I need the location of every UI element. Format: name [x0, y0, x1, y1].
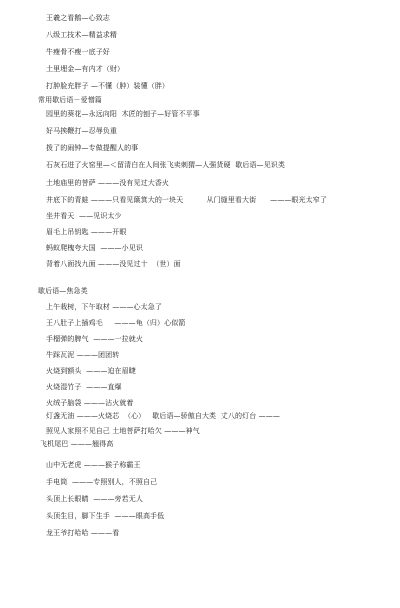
text-line: 火绒子脑袋 ———沾火就着: [46, 399, 134, 407]
text-line: 拨了的闹钟—专做提醒人的事: [46, 144, 139, 152]
text-line: 飞机尾巴 ———翘得高: [40, 440, 114, 448]
text-line: 王八肚子上插鸡毛 ———龟（归）心似箭: [46, 319, 186, 327]
text-line: 石灰石进了火窑里—＜留清白在人间张飞卖刺猬—人强货硬 歇后语—见识类: [46, 161, 285, 169]
text-line: 眉毛上吊钥匙 ———开眼: [46, 228, 127, 236]
text-line: 灯盏无油 ———火烧芯 （心） 歇后语—骄傲自大类 丈八的灯台 ———: [46, 412, 280, 420]
text-line: 头顶上长眼睛 ———旁若无人: [46, 495, 143, 503]
text-line: 照见人家照不见自己 土地菩萨打哈欠 ———神气: [46, 427, 200, 435]
text-line: 井底下的青蛙 ———只看见簸箕大的一块天 从门缝里看大街 ———眼光太窄了: [46, 196, 327, 204]
text-line: 牛瘦骨不瘦一底子好: [46, 48, 110, 56]
text-line: 八级工技术—精益求精: [46, 31, 117, 39]
text-line: 手电筒 ———专照别人，不照自己: [46, 478, 158, 486]
text-line: 头顶生目，脚下生手 ———眼高手低: [46, 512, 165, 520]
text-line: 山中无老虎 ———猴子称霸王: [46, 461, 141, 469]
text-line: 坐井看天 ——见识太少: [46, 212, 122, 220]
text-line: 上午栽树，下午取材 ———心太急了: [46, 303, 162, 311]
text-line: 土地庙里的菩萨 ———没有见过大香火: [46, 179, 170, 187]
text-line: 龙王爷打哈哈 ———看: [46, 529, 120, 537]
text-line: 火烧到额头 ———迫在眉睫: [46, 367, 136, 375]
text-line: 火烧湿竹子 ———直爆: [46, 383, 122, 391]
text-line: 蚂蚁爬槐夸大国 ———小见识: [46, 244, 143, 252]
text-line: 手榴弹的脾气 ———一拉就火: [46, 335, 143, 343]
section-heading: 常用歇后语－爱憎篇: [38, 96, 102, 104]
text-line: 王羲之看鹅—心致志: [46, 14, 110, 22]
text-line: 牛踩瓦泥 ———团团转: [46, 351, 120, 359]
text-line: 背着八面找九面 ———没见过十 （世）面: [46, 260, 181, 268]
text-line: 好马挨鞭打—忍辱负重: [46, 127, 117, 135]
text-line: 土里埋金—有内才（财）: [46, 65, 125, 73]
section-heading: 歇后语—焦急类: [38, 287, 88, 295]
text-line: 打肿脸充胖子 —不懂（肿）装懂（胖）: [46, 82, 170, 90]
text-line: 园里的葵花—永远向阳 木匠的刨子—好管不平事: [46, 110, 200, 118]
